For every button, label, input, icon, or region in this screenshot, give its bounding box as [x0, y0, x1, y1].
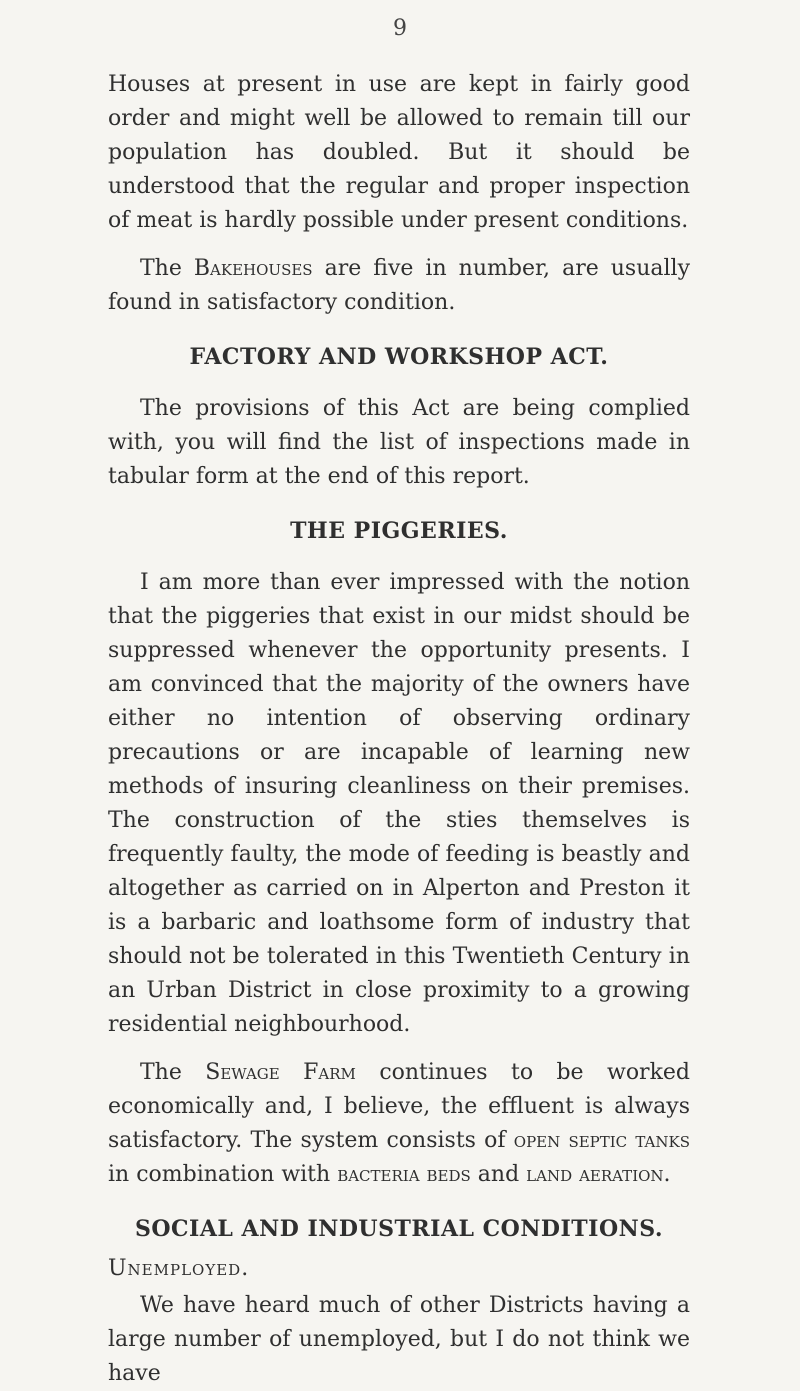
bacteria-beds-term: bacteria beds — [337, 1162, 471, 1187]
factory-act-text: The provisions of this Act are being complied with, you will find the list of inspections made in tabular form at the end of this report. — [108, 396, 690, 489]
bakehouses-term: Bakehouses — [193, 256, 313, 281]
open-septic-tanks-term: open septic tanks — [513, 1128, 690, 1153]
unemployed-text: We have heard much of other Districts having a large number of unemployed, but I do not think we have — [108, 1293, 690, 1386]
heading-piggeries: THE PIGGERIES. — [290, 518, 508, 544]
paragraph-factory-act — [108, 392, 690, 494]
paragraph-unemployed — [108, 1289, 690, 1391]
paragraph-piggeries — [108, 566, 690, 1042]
sewage-mid3: and — [470, 1162, 527, 1187]
land-aeration-term: land aeration — [526, 1162, 664, 1187]
paragraph-meat-inspection: Houses at present in use are kept in fairly good order and might well be allowed to remain till our population has doubled. But it should be understood that the regular and proper inspection of meat is hardly possible under present conditions. — [108, 72, 690, 233]
page-number: 9 — [393, 16, 407, 41]
bakehouses-rest: are five in number, are usually found in satisfactory condition. — [108, 256, 690, 315]
document-body — [108, 68, 690, 1391]
sewage-mid2: in combination with — [108, 1162, 338, 1187]
sewage-end: . — [663, 1162, 671, 1187]
sewage-mid1: continues to be worked economically and, I believe, the effluent is always satisfactory. The system consists of — [108, 1060, 691, 1153]
paragraph-bakehouses — [108, 252, 690, 320]
sewage-lead: The — [140, 1060, 206, 1085]
subheading-unemployed: Unemployed. — [108, 1256, 250, 1281]
sewage-farm-term: Sewage Farm — [205, 1060, 356, 1085]
bakehouses-lead: The — [140, 256, 194, 281]
heading-social-industrial-conditions: SOCIAL AND INDUSTRIAL CONDITIONS. — [134, 1216, 663, 1242]
piggeries-text: I am more than ever impressed with the notion that the piggeries that exist in our midst should be suppressed whenever the opportunity presents. I am convinced that the majority of the owners have either no intention of observing ordinary precautions or are incapable of learning new methods of insuring cleanliness on their premises. The construction of the sties themselves is frequently faulty, the mode of feeding is beastly and altogether as carried on in Alperton and Preston it is a barbaric and loathsome form of industry that should not be tolerated in this Twentieth Century in an Urban District in close proximity to a growing residential neighbourhood. — [108, 570, 690, 1037]
paragraph-sewage-farm — [108, 1056, 690, 1192]
heading-factory-workshop-act: FACTORY AND WORKSHOP ACT. — [189, 344, 609, 370]
